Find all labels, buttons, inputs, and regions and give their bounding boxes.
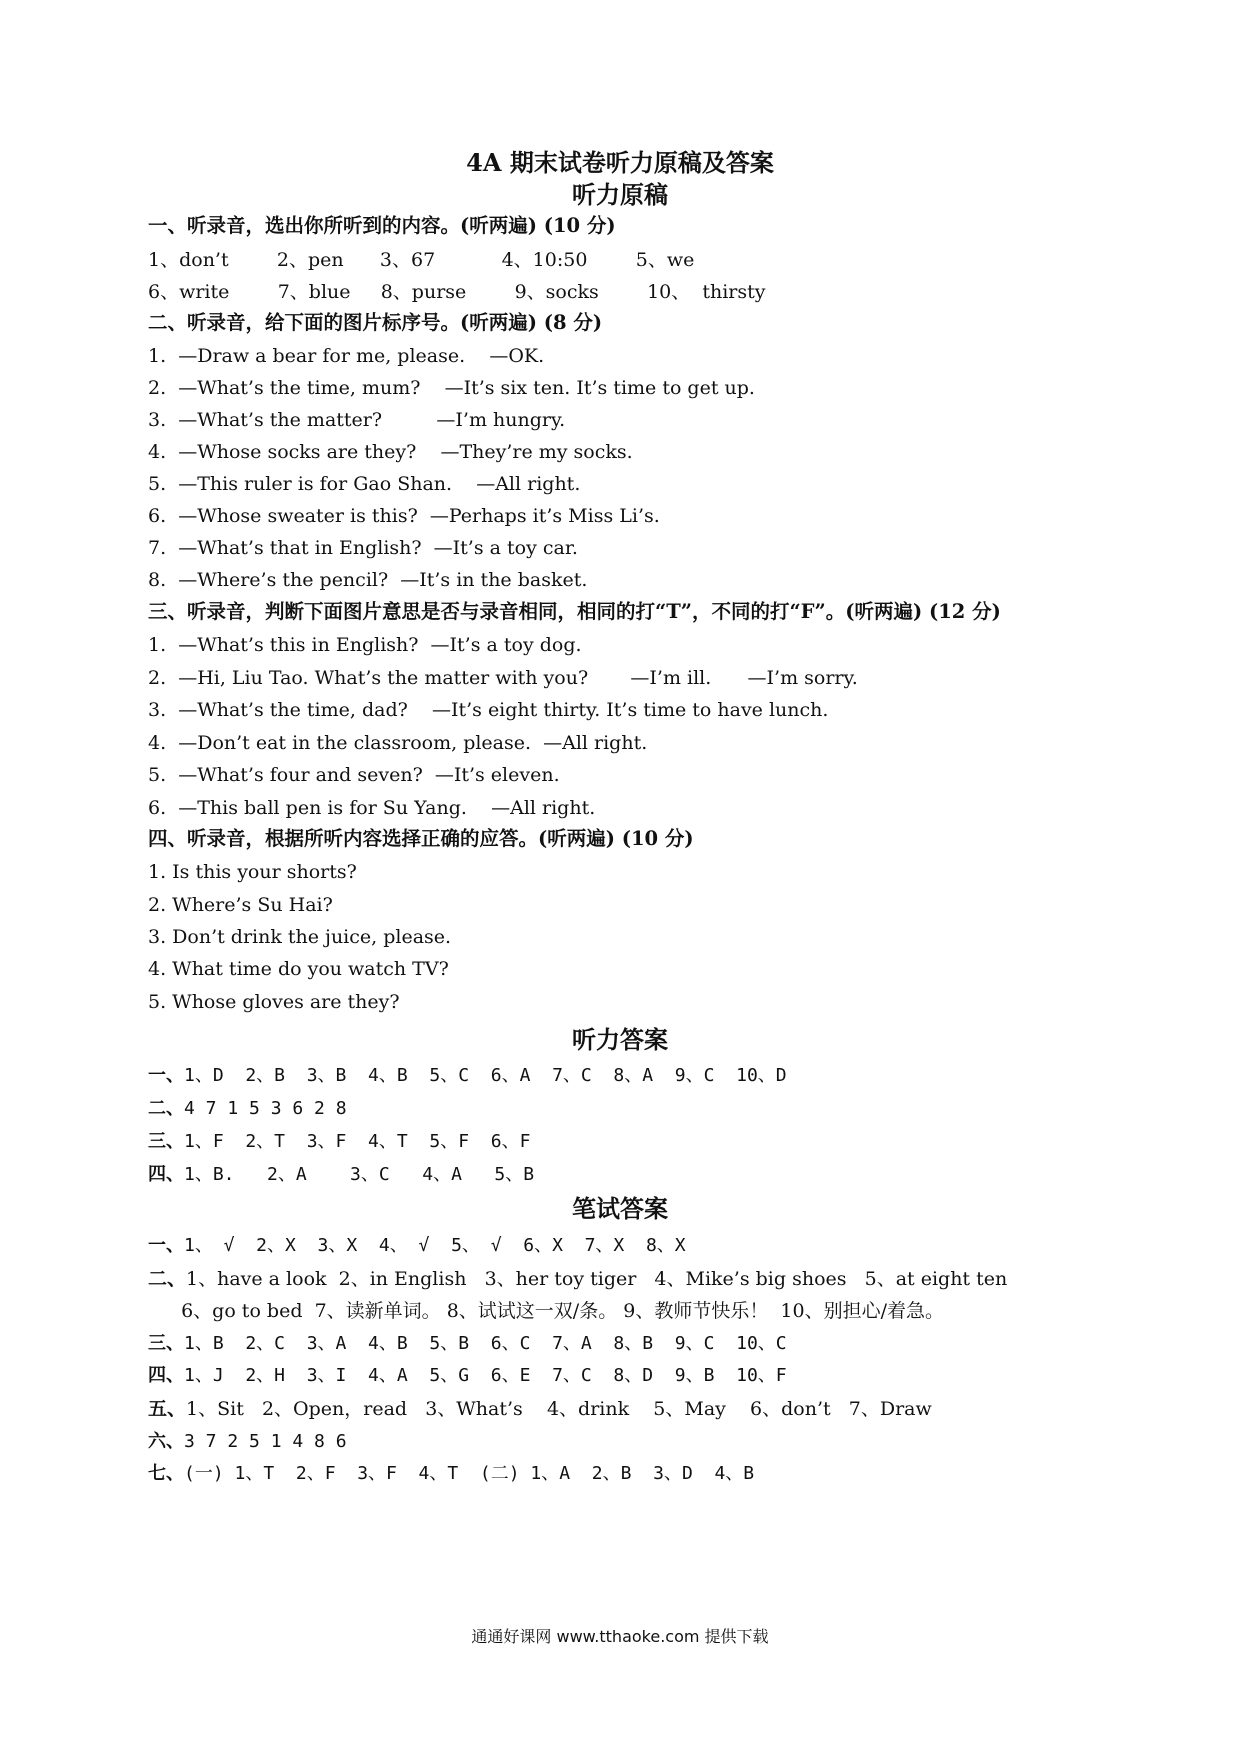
section-heading: 二、听录音，给下面的图片标序号。(听两遍) (8 分): [148, 311, 603, 334]
answer-line: [148, 1396, 932, 1422]
script-line: 4. —Whose socks are they? —They’re my socks.: [148, 441, 633, 463]
script-line: 1. —Draw a bear for me, please. —OK.: [148, 345, 545, 367]
answer-line: [148, 1298, 944, 1324]
answer-section-number: 四、: [148, 1164, 184, 1185]
answer-line: [148, 1429, 347, 1455]
footer-source-note: 通通好课网 www.tthaoke.com 提供下载: [471, 1627, 769, 1646]
script-line: 2. —What’s the time, mum? —It’s six ten. It’s time to get up.: [148, 377, 755, 399]
answer-text: 1、have a look 2、in English 3、her toy tiger 4、Mike’s big shoes 5、at eight ten: [186, 1268, 1008, 1290]
script-line: 7. —What’s that in English? —It’s a toy car.: [148, 537, 578, 559]
script-line: 5. —This ruler is for Gao Shan. —All right.: [148, 473, 581, 495]
answer-section-number: 四、: [148, 1365, 184, 1386]
answer-line: [148, 1266, 1007, 1292]
section-heading: 四、听录音，根据所听内容选择正确的应答。(听两遍) (10 分): [148, 827, 694, 850]
answer-section-number: 二、: [148, 1268, 187, 1290]
answer-line: [148, 1331, 787, 1357]
answer-line: [148, 1461, 754, 1487]
answer-line: [148, 1129, 530, 1155]
section-heading: 一、听录音，选出你所听到的内容。(听两遍) (10 分): [148, 214, 616, 237]
answer-text: 6、go to bed 7、读新单词。 8、试试这一双/条。 9、教师节快乐！ 10、别担心/着急。: [181, 1300, 944, 1322]
script-line: 4. —Don’t eat in the classroom, please. —All right.: [148, 732, 648, 754]
listening-answers-heading: 听力答案: [572, 1025, 668, 1054]
answer-line: [148, 1063, 787, 1089]
script-line: 3. —What’s the matter? —I’m hungry.: [148, 409, 566, 431]
answer-text: 1、B 2、C 3、A 4、B 5、B 6、C 7、A 8、B 9、C 10、C: [184, 1333, 787, 1354]
script-line: 5. —What’s four and seven? —It’s eleven.: [148, 764, 560, 786]
script-line: 6. —This ball pen is for Su Yang. —All right.: [148, 797, 596, 819]
script-line: 6. —Whose sweater is this? —Perhaps it’s Miss Li’s.: [148, 505, 660, 527]
answer-text: (一) 1、T 2、F 3、F 4、T (二) 1、A 2、B 3、D 4、B: [184, 1463, 755, 1484]
written-answers-heading: 笔试答案: [572, 1194, 668, 1223]
answer-text: 1、D 2、B 3、B 4、B 5、C 6、A 7、C 8、A 9、C 10、D: [184, 1065, 787, 1086]
script-line: 1、don’t 2、pen 3、67 4、10:50 5、we: [148, 249, 695, 271]
script-line: 1. —What’s this in English? —It’s a toy dog.: [148, 634, 582, 656]
answer-text: 4 7 1 5 3 6 2 8: [184, 1098, 347, 1119]
script-line: 2. —Hi, Liu Tao. What’s the matter with you? —I’m ill. —I’m sorry.: [148, 667, 858, 689]
script-line: 2. Where’s Su Hai?: [148, 894, 333, 916]
answer-section-number: 一、: [148, 1235, 184, 1256]
section-heading: 三、听录音，判断下面图片意思是否与录音相同，相同的打“T”，不同的打“F”。(听两遍) (12 分): [148, 600, 1001, 623]
answer-section-number: 三、: [148, 1333, 184, 1354]
answer-text: 1、J 2、H 3、I 4、A 5、G 6、E 7、C 8、D 9、B 10、F: [184, 1365, 787, 1386]
answer-section-number: 七、: [148, 1463, 184, 1484]
script-line: 3. —What’s the time, dad? —It’s eight thirty. It’s time to have lunch.: [148, 699, 829, 721]
answer-text: 1、Sit 2、Open，read 3、What’s 4、drink 5、May 6、don’t 7、Draw: [186, 1398, 932, 1420]
answer-section-number: 三、: [148, 1131, 184, 1152]
script-line: 1. Is this your shorts?: [148, 861, 357, 883]
listening-script-heading: 听力原稿: [572, 180, 668, 209]
script-line: 8. —Where’s the pencil? —It’s in the basket.: [148, 569, 588, 591]
answer-line: [148, 1233, 686, 1259]
answer-line: [148, 1096, 347, 1122]
answer-section-number: 二、: [148, 1098, 184, 1119]
answer-indent: [148, 1300, 181, 1322]
answer-line: [148, 1162, 534, 1188]
script-line: 6、write 7、blue 8、purse 9、socks 10、 thirsty: [148, 281, 766, 303]
answer-text: 1、 √ 2、X 3、X 4、 √ 5、 √ 6、X 7、X 8、X: [184, 1235, 686, 1256]
answer-section-number: 五、: [148, 1398, 187, 1420]
script-line: 3. Don’t drink the juice, please.: [148, 926, 452, 948]
document-title: 4A 期末试卷听力原稿及答案: [466, 148, 774, 177]
script-line: 4. What time do you watch TV?: [148, 958, 449, 980]
answer-line: [148, 1363, 787, 1389]
answer-text: 1、B. 2、A 3、C 4、A 5、B: [184, 1164, 535, 1185]
answer-text: 3 7 2 5 1 4 8 6: [184, 1431, 347, 1452]
answer-text: 1、F 2、T 3、F 4、T 5、F 6、F: [184, 1131, 531, 1152]
answer-section-number: 一、: [148, 1065, 184, 1086]
answer-section-number: 六、: [148, 1431, 184, 1452]
script-line: 5. Whose gloves are they?: [148, 991, 400, 1013]
